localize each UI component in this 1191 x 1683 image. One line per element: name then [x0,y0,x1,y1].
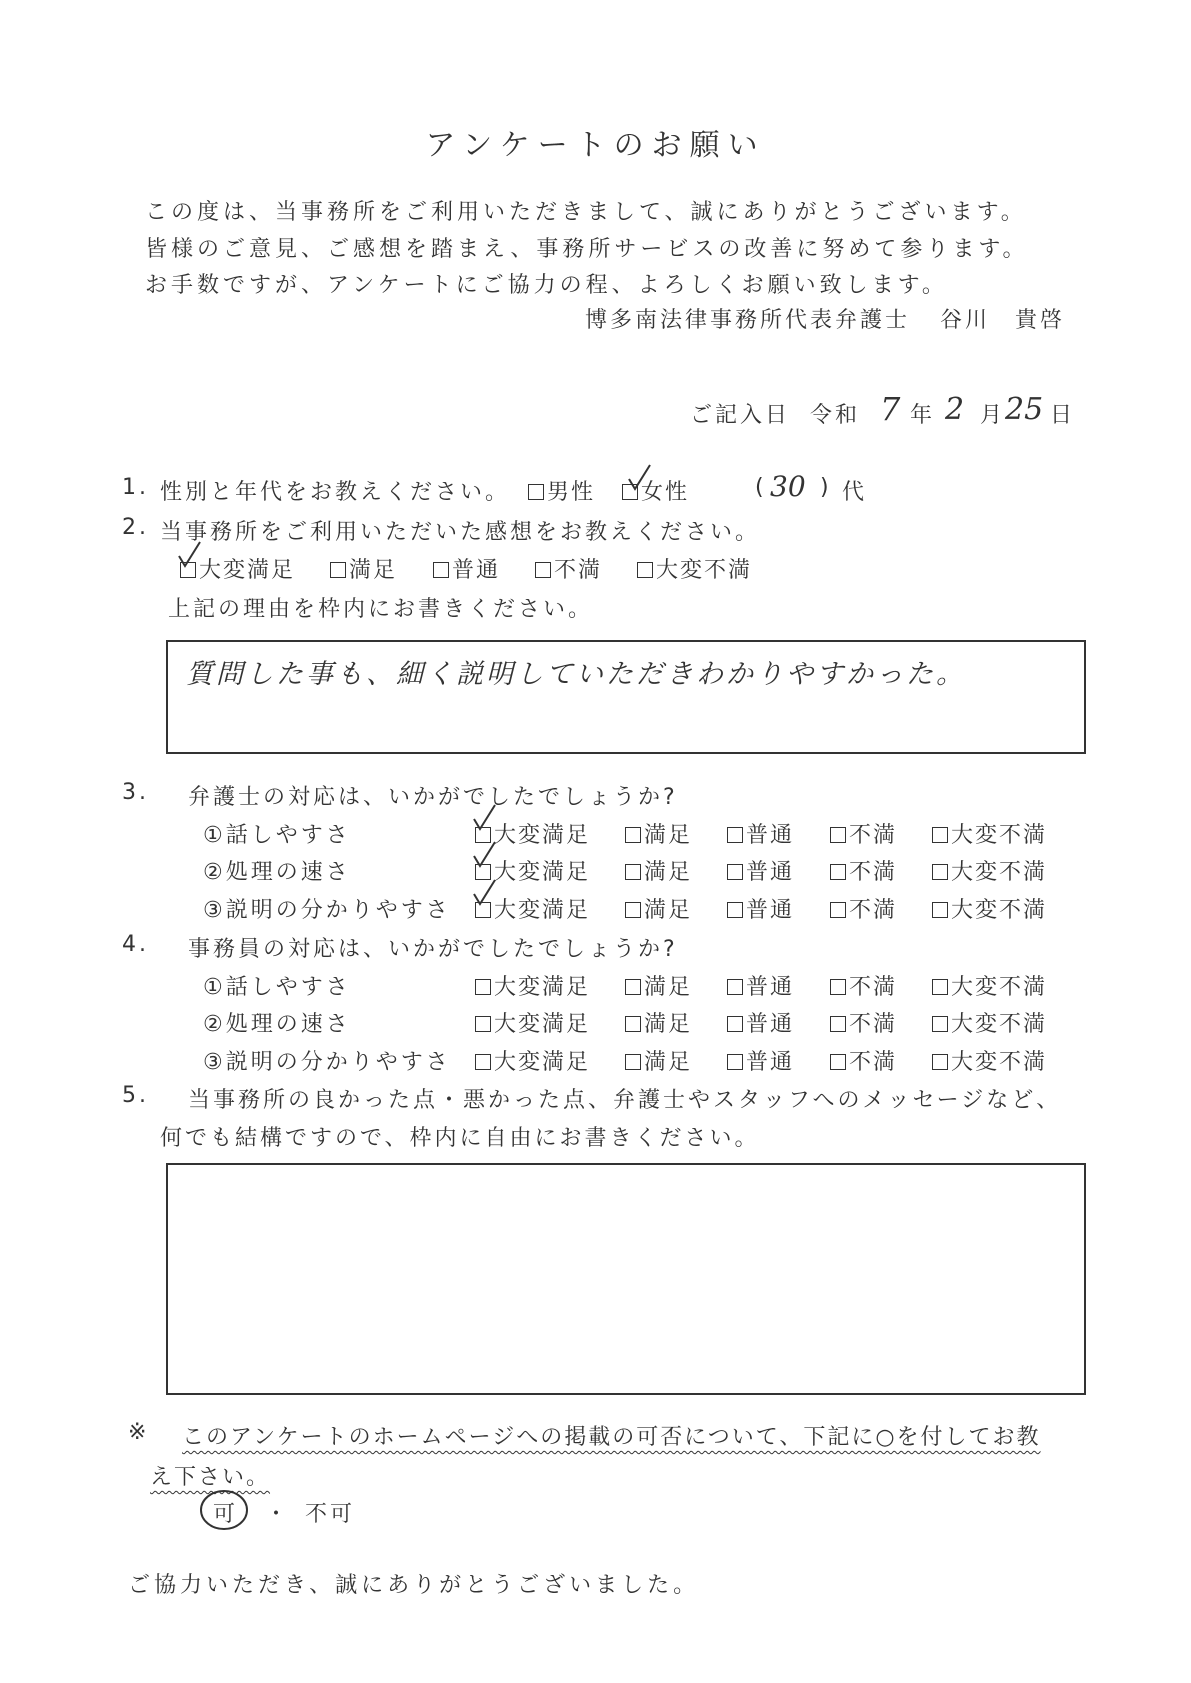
closing-message: ご協力いただき、誠にありがとうございました。 [128,1573,700,1598]
q2-reason-text: 質問した事も、細く説明していただきわかりやすかった。 [186,659,966,690]
option-label: 大変不満 [656,558,753,583]
q4-item-label: ③説明の分かりやすさ [203,1050,451,1075]
option-label: 不満 [554,558,603,583]
q2-option-very-dissatisfied[interactable] [637,553,752,584]
checkbox[interactable] [433,562,449,578]
option-label: 普通 [746,823,795,848]
option-label: 大変不満 [951,860,1048,885]
checkbox[interactable] [625,827,641,843]
signature-office: 博多南法律事務所 [585,308,786,333]
option-label: 大変不満 [951,1012,1048,1037]
q2-number: 2. [122,515,149,540]
q4-r2-option[interactable] [932,1007,1047,1038]
option-label: 満足 [644,823,693,848]
q3-r2-option[interactable] [932,855,1047,886]
option-label: 普通 [746,975,795,1000]
q4-item-label: ①話しやすさ [203,975,351,1000]
date-month[interactable]: 2 [945,392,965,427]
option-label: 不満 [849,898,898,923]
q4-number: 4. [122,932,149,957]
checkmark-q3-row1 [471,803,497,833]
option-label: 大変満足 [494,975,591,1000]
option-label: 不満 [849,823,898,848]
q4-r3-option[interactable] [727,1045,794,1076]
q4-r1-option[interactable] [932,970,1047,1001]
q2-option-satisfied[interactable] [330,553,397,584]
circle-mark-allow [198,1488,250,1532]
option-label: 大変満足 [494,860,591,885]
note-mark: ※ [128,1420,150,1445]
q3-r1-option[interactable] [625,818,692,849]
q3-r3-option[interactable] [830,893,897,924]
checkbox[interactable] [830,902,846,918]
q2-reason-label: 上記の理由を枠内にお書きください。 [168,597,594,622]
q5-free-text-box[interactable] [166,1163,1086,1395]
publish-question-line-1: このアンケートのホームページへの掲載の可否について、下記に○を付してお教 [182,1425,1041,1450]
q3-r1-option[interactable] [727,818,794,849]
q3-r2-option[interactable] [625,855,692,886]
option-label: 大変不満 [951,898,1048,923]
q4-r1-option[interactable] [727,970,794,1001]
date-year[interactable]: 7 [880,390,901,428]
checkbox[interactable] [625,979,641,995]
checkbox[interactable] [932,1016,948,1032]
checkbox[interactable] [625,1054,641,1070]
q1-age-open: ( [755,475,767,500]
date-year-unit: 年 [910,403,936,428]
q2-reason-box[interactable] [166,640,1086,754]
checkmark-female [626,463,652,493]
checkbox[interactable] [830,1054,846,1070]
option-label: 大変満足 [494,1050,591,1075]
q3-r2-option[interactable] [830,855,897,886]
checkbox[interactable] [830,979,846,995]
checkbox-male[interactable] [528,484,544,500]
q3-r2-option[interactable] [727,855,794,886]
date-label: ご記入日 [690,403,791,428]
checkbox[interactable] [727,1016,743,1032]
option-label: 満足 [644,860,693,885]
q4-r2-option[interactable] [475,1007,590,1038]
q2-text: 当事務所をご利用いただいた感想をお教えください。 [160,520,761,545]
q4-r3-option[interactable] [932,1045,1047,1076]
checkbox[interactable] [830,1016,846,1032]
q4-r1-option[interactable] [830,970,897,1001]
q4-r2-option[interactable] [830,1007,897,1038]
q2-option-dissatisfied[interactable] [535,553,602,584]
publish-deny-option[interactable]: 不可 [305,1502,356,1527]
q3-item-label: ①話しやすさ [203,823,351,848]
publish-separator: ・ [265,1502,291,1527]
option-label: 普通 [746,898,795,923]
checkbox[interactable] [932,1054,948,1070]
option-label: 満足 [644,1012,693,1037]
q3-item-label: ③説明の分かりやすさ [203,898,451,923]
q3-r3-option[interactable] [727,893,794,924]
option-label: 満足 [349,558,398,583]
q2-option-neutral[interactable] [433,553,500,584]
checkmark-q3-row2 [471,840,497,870]
q4-text: 事務員の対応は、いかがでしたでしょうか? [188,937,678,962]
option-label: 大変満足 [494,823,591,848]
checkbox[interactable] [727,827,743,843]
intro-line-1: この度は、当事務所をご利用いただきまして、誠にありがとうございます。 [145,200,1027,225]
q4-r2-option[interactable] [727,1007,794,1038]
q1-male-label: 男性 [547,480,596,505]
option-label: 普通 [746,1012,795,1037]
checkbox[interactable] [727,1054,743,1070]
q1-age-value[interactable]: 30 [770,470,806,503]
q4-r3-option[interactable] [830,1045,897,1076]
checkbox[interactable] [727,902,743,918]
checkbox[interactable] [625,1016,641,1032]
option-label: 普通 [452,558,501,583]
checkbox[interactable] [932,864,948,880]
option-label: 大変満足 [494,898,591,923]
date-day[interactable]: 25 [1005,392,1044,427]
q1-text: 性別と年代をお教えください。 [160,480,511,505]
checkbox[interactable] [932,902,948,918]
date-month-unit: 月 [980,403,1006,428]
q5-line-1: 当事務所の良かった点・悪かった点、弁護士やスタッフへのメッセージなど、 [188,1088,1062,1113]
checkmark-q2 [176,540,202,570]
option-label: 不満 [849,1050,898,1075]
checkbox[interactable] [830,864,846,880]
q1-age-unit: 代 [842,480,868,505]
date-day-unit: 日 [1050,403,1076,428]
q5-number: 5. [122,1083,149,1108]
checkbox[interactable] [637,562,653,578]
checkmark-q3-row3 [471,878,497,908]
page-title: アンケートのお願い [425,128,766,163]
q3-r1-option[interactable] [932,818,1047,849]
option-label: 大変不満 [951,823,1048,848]
date-era: 令和 [810,403,861,428]
q4-r2-option[interactable] [625,1007,692,1038]
publish-question-line-2: え下さい。 [150,1465,271,1490]
checkbox[interactable] [727,864,743,880]
q5-line-2: 何でも結構ですので、枠内に自由にお書きください。 [160,1126,760,1151]
signature-role: 代表弁護士 [785,308,911,333]
option-label: 不満 [849,975,898,1000]
checkbox[interactable] [535,562,551,578]
checkbox[interactable] [475,1016,491,1032]
option-label: 満足 [644,898,693,923]
intro-line-2: 皆様のご意見、ご感想を踏まえ、事務所サービスの改善に努めて参ります。 [145,237,1029,262]
checkbox[interactable] [330,562,346,578]
option-label: 普通 [746,860,795,885]
q3-r3-option[interactable] [932,893,1047,924]
q4-r3-option[interactable] [475,1045,590,1076]
q4-r1-option[interactable] [625,970,692,1001]
checkbox[interactable] [475,979,491,995]
checkbox[interactable] [932,979,948,995]
option-label: 普通 [746,1050,795,1075]
q1-age-close: ) [820,475,832,500]
q3-r1-option[interactable] [830,818,897,849]
q3-r3-option[interactable] [625,893,692,924]
intro-line-3: お手数ですが、アンケートにご協力の程、よろしくお願い致します。 [145,273,948,298]
q4-r1-option[interactable] [475,970,590,1001]
q3-text: 弁護士の対応は、いかがでしたでしょうか? [188,785,678,810]
checkbox[interactable] [830,827,846,843]
checkbox[interactable] [727,979,743,995]
signature-name: 谷川 貴啓 [940,308,1066,333]
q3-item-label: ②処理の速さ [203,860,351,885]
option-label: 大変満足 [494,1012,591,1037]
option-label: 満足 [644,975,693,1000]
checkbox[interactable] [932,827,948,843]
option-label: 不満 [849,860,898,885]
q4-item-label: ②処理の速さ [203,1012,351,1037]
q1-number: 1. [122,475,149,500]
option-label: 満足 [644,1050,693,1075]
option-label: 不満 [849,1012,898,1037]
q1-female-label: 女性 [641,480,690,505]
publish-allow-option[interactable]: 可 [213,1502,239,1527]
option-label: 大変不満 [951,1050,1048,1075]
checkbox[interactable] [475,1054,491,1070]
checkbox[interactable] [625,864,641,880]
checkbox[interactable] [625,902,641,918]
q1-male-option[interactable] [528,475,595,506]
option-label: 大変不満 [951,975,1048,1000]
q3-number: 3. [122,780,149,805]
q4-r3-option[interactable] [625,1045,692,1076]
option-label: 大変満足 [199,558,296,583]
